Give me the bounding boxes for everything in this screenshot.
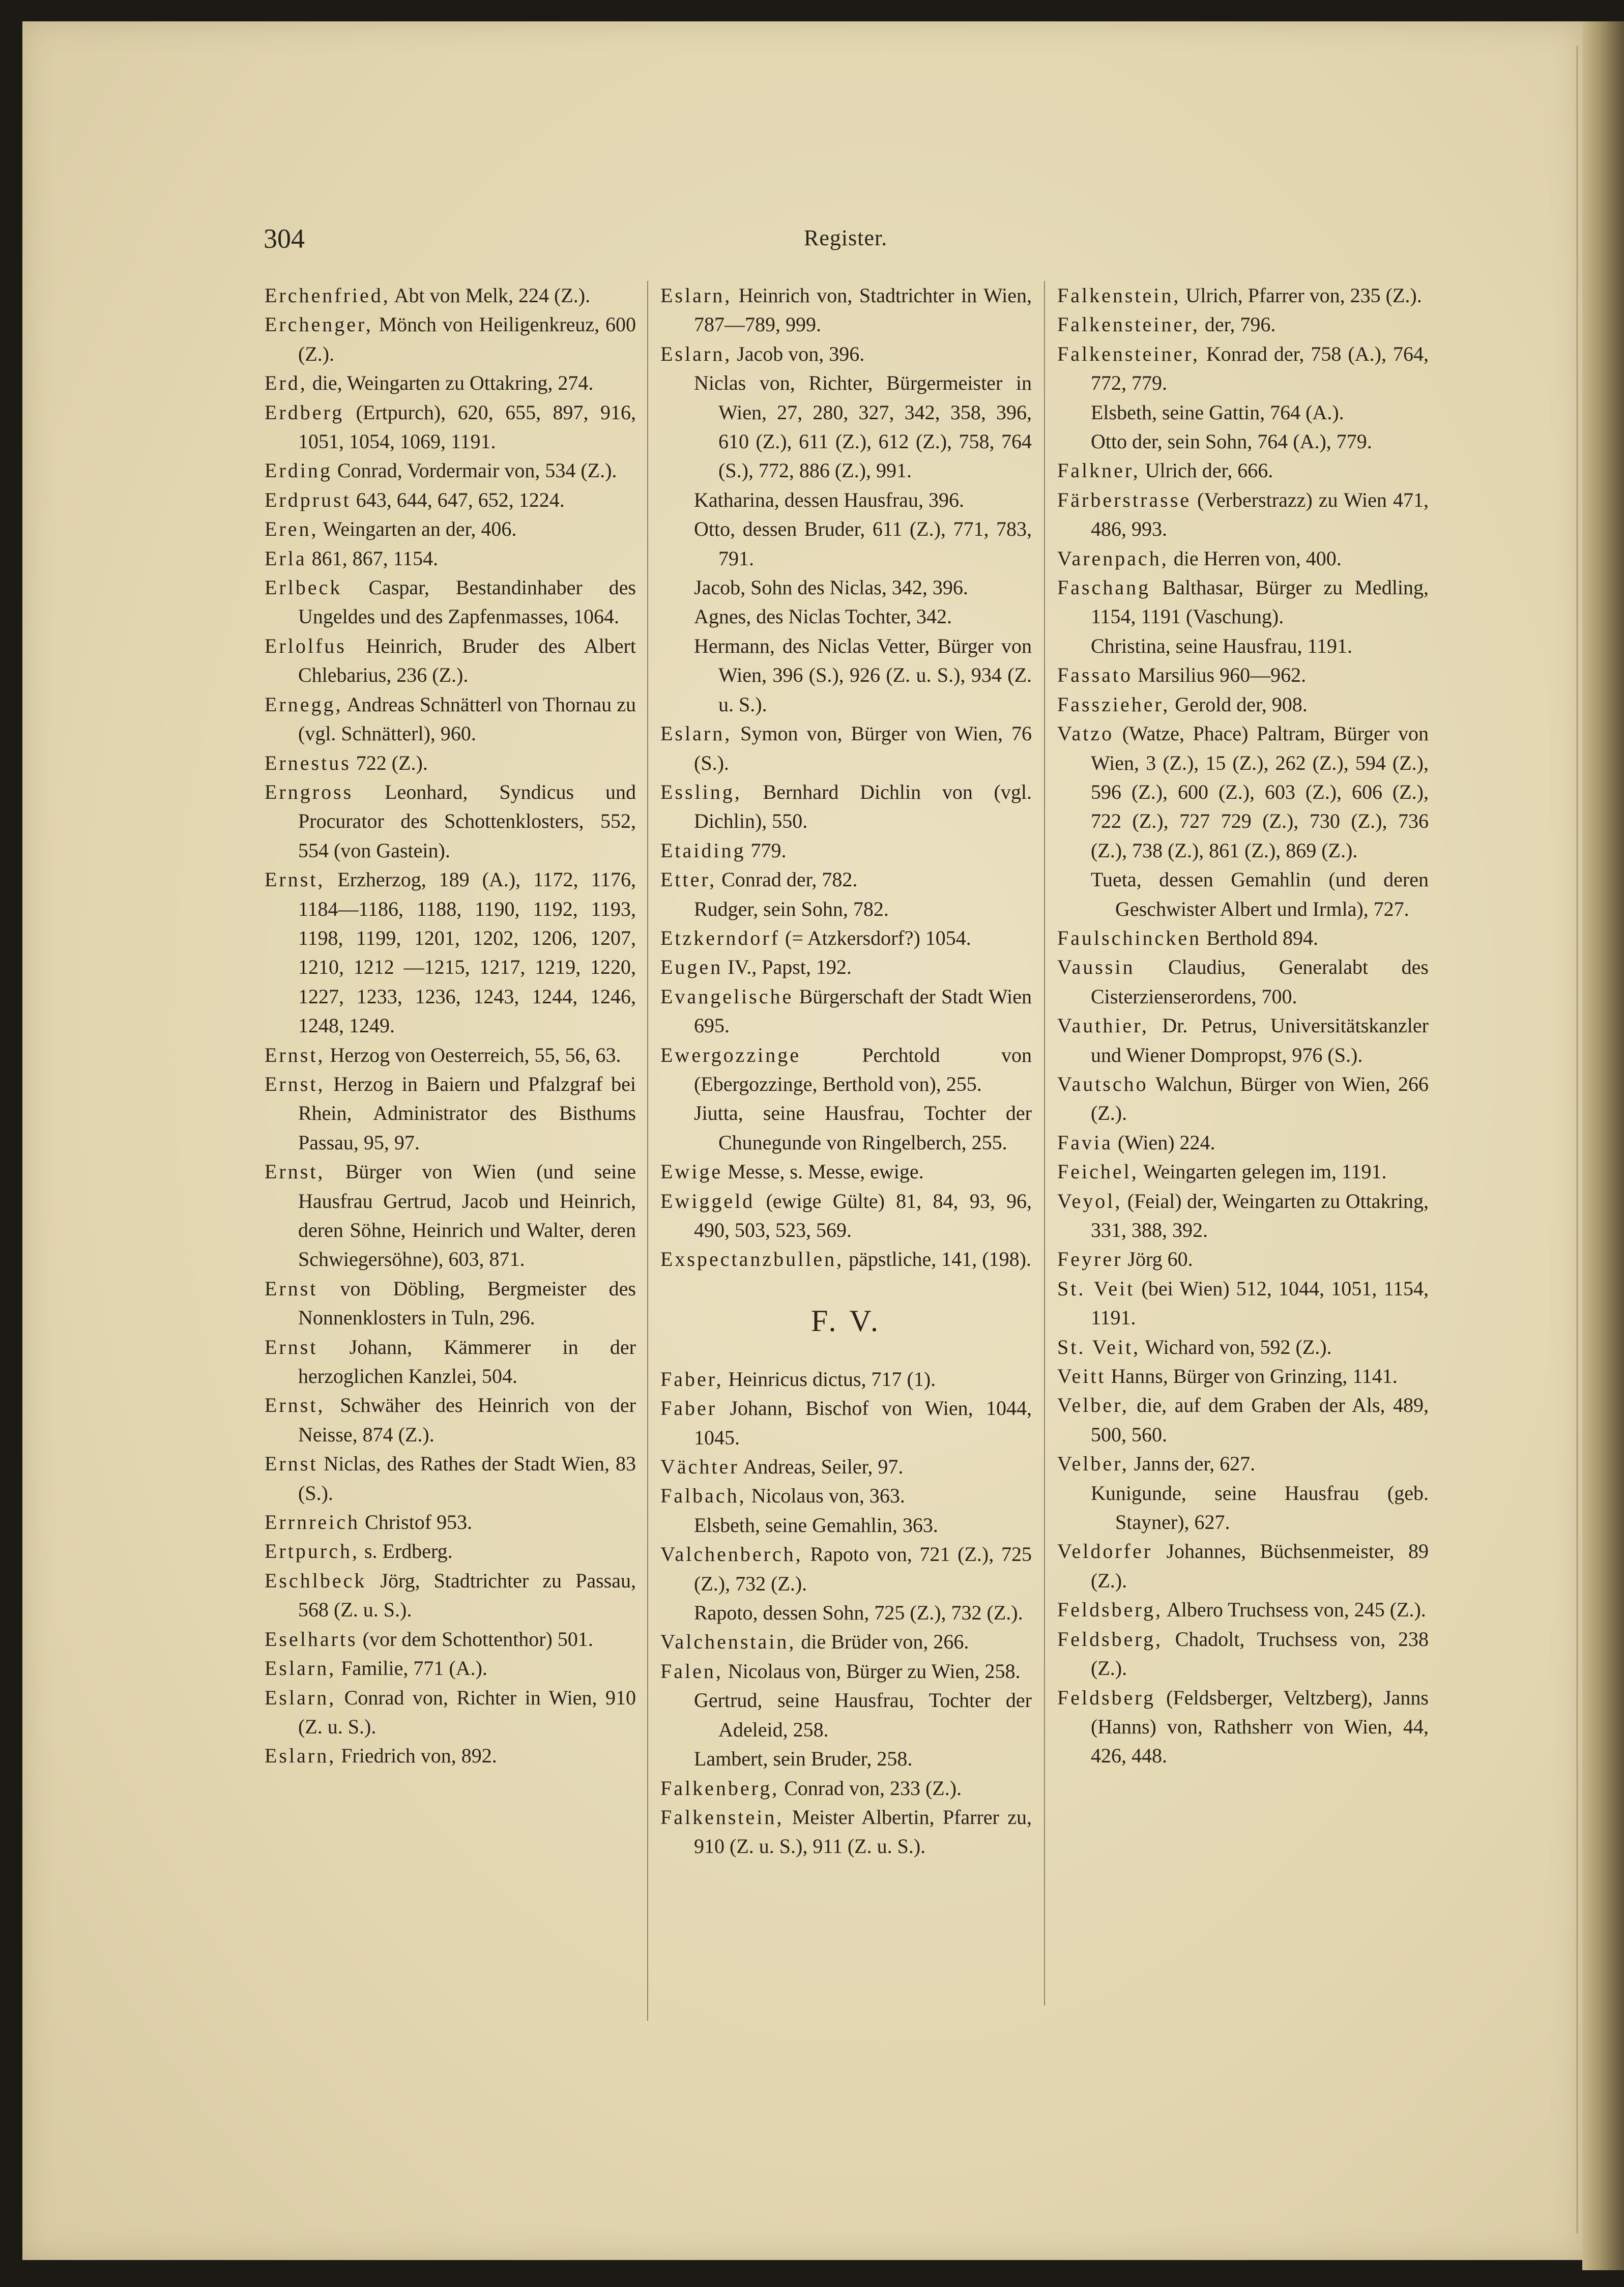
entry-text: Janns der, 627.: [1128, 1452, 1256, 1475]
entry-headword: Vatzo: [1057, 722, 1114, 745]
index-entry: [1057, 456, 1429, 485]
entry-text: Messe, s. Messe, ewige.: [722, 1160, 924, 1183]
entry-headword: Eren,: [265, 517, 318, 541]
entry-text: (Verberstrazz) zu Wien 471, 486, 993.: [1091, 488, 1429, 541]
index-subentry: [1057, 1479, 1429, 1537]
entry-headword: Falkenstein,: [1057, 284, 1181, 307]
index-entry: [265, 1625, 636, 1654]
entry-headword: Valchenberch,: [660, 1543, 803, 1566]
entry-text: Leonhard, Syndicus und Procurator des Schottenklosters, 552, 554 (von Gastein).: [298, 780, 636, 862]
entry-headword: Vauthier,: [1057, 1014, 1149, 1037]
index-entry: [660, 923, 1032, 952]
entry-headword: Ernst,: [265, 1160, 325, 1183]
entry-headword: Valchenstain,: [660, 1630, 796, 1654]
index-entry: [265, 1508, 636, 1537]
index-entry: [265, 281, 636, 310]
entry-text: Christina, seine Hausfrau, 1191.: [1091, 634, 1352, 657]
entry-text: die, Weingarten zu Ottakring, 274.: [307, 371, 594, 395]
index-entry: [660, 865, 1032, 894]
index-entry: [265, 1069, 636, 1157]
entry-headword: Eslarn,: [265, 1744, 336, 1768]
entry-text: Heinrich von, Stadtrichter in Wien, 787—789, 999.: [694, 284, 1032, 336]
entry-headword: Erd,: [265, 371, 307, 395]
entry-headword: Etzkerndorf: [660, 926, 780, 949]
index-entry: [660, 1540, 1032, 1598]
entry-headword: Feldsberg,: [1057, 1598, 1163, 1622]
entry-headword: Faulschincken: [1057, 926, 1202, 949]
entry-headword: Erla: [265, 546, 307, 570]
index-subentry: [660, 514, 1032, 573]
index-subentry: [660, 1098, 1032, 1157]
page-edge: [1576, 46, 1578, 2234]
index-entry: [660, 1186, 1032, 1245]
entry-headword: Faber: [660, 1397, 717, 1420]
entry-text: Nicolaus von, 363.: [746, 1484, 905, 1508]
entry-text: Lambert, sein Bruder, 258.: [694, 1747, 913, 1771]
index-entry: [1057, 1128, 1429, 1157]
page-number: 304: [264, 223, 305, 254]
index-entry: [1057, 1537, 1429, 1595]
entry-headword: Ernegg,: [265, 692, 343, 716]
entry-text: s. Erdberg.: [359, 1540, 453, 1563]
entry-text: Kunigunde, seine Hausfrau (geb. Stayner), 627.: [1091, 1481, 1429, 1534]
entry-text: Elsbeth, seine Gattin, 764 (A.).: [1091, 400, 1344, 424]
entry-text: Ulrich, Pfarrer von, 235 (Z.).: [1180, 284, 1422, 307]
index-entry: [1057, 339, 1429, 398]
index-entry: [265, 1654, 636, 1683]
entry-headword: Evangelische: [660, 985, 794, 1008]
entry-text: Marsilius 960—962.: [1133, 663, 1307, 687]
entry-text: Otto, dessen Bruder, 611 (Z.), 771, 783, 791.: [694, 517, 1032, 570]
entry-headword: Etter,: [660, 868, 717, 891]
index-subentry: [660, 368, 1032, 485]
index-entry: [265, 1683, 636, 1742]
entry-headword: Essling,: [660, 780, 742, 803]
index-subentry: [1057, 865, 1429, 923]
index-entry: [265, 514, 636, 543]
index-entry: [1057, 719, 1429, 865]
entry-text: Niclas von, Richter, Bürgermeister in Wien, 27, 280, 327, 342, 358, 396, 610 (Z.), 611 (Z.), 612 (Z.), 758, 764 (S.), 772, 886 (Z.), 991.: [694, 371, 1032, 482]
entry-headword: Veldorfer: [1057, 1540, 1153, 1563]
entry-text: Niclas, des Rathes der Stadt Wien, 83 (S.).: [298, 1452, 636, 1504]
index-entry: [660, 1774, 1032, 1803]
index-entry: [1057, 660, 1429, 689]
entry-headword: Ernestus: [265, 751, 351, 774]
entry-text: Conrad, Vordermair von, 534 (Z.).: [332, 459, 617, 482]
entry-headword: Falkensteiner,: [1057, 313, 1200, 336]
index-entry: [1057, 1274, 1429, 1333]
column-rule: [1044, 281, 1045, 2006]
index-entry: [1057, 1595, 1429, 1624]
entry-text: Balthasar, Bürger zu Medling, 1154, 1191 (Vaschung).: [1091, 576, 1429, 628]
entry-text: Nicolaus von, Bürger zu Wien, 258.: [722, 1659, 1021, 1683]
entry-text: 779.: [745, 838, 787, 862]
index-subentry: [660, 573, 1032, 602]
index-entry: [1057, 1244, 1429, 1273]
entry-headword: Velber,: [1057, 1394, 1129, 1417]
entry-headword: Erchenfried,: [265, 284, 390, 307]
index-entry: [265, 368, 636, 397]
index-column-2: [660, 281, 1032, 1861]
entry-headword: Erdprust: [265, 488, 351, 511]
entry-headword: Exspectanzbullen,: [660, 1248, 844, 1271]
entry-text: Heinrich, Bruder des Albert Chlebarius, 236 (Z.).: [298, 634, 636, 687]
index-entry: [660, 719, 1032, 777]
entry-text: Johann, Kämmerer in der herzoglichen Kanzlei, 504.: [298, 1335, 636, 1388]
index-entry: [1057, 1333, 1429, 1362]
entry-text: Jacob von, 396.: [732, 342, 865, 365]
entry-headword: Ernst,: [265, 1072, 325, 1095]
entry-text: Meister Albertin, Pfarrer zu, 910 (Z. u. S.), 911 (Z. u. S.).: [694, 1805, 1032, 1858]
entry-headword: Erchenger,: [265, 313, 373, 336]
entry-headword: St. Veit,: [1057, 1335, 1141, 1358]
entry-text: Familie, 771 (A.).: [336, 1657, 487, 1680]
book-spine: [1582, 21, 1624, 2270]
entry-headword: Ernst: [265, 1452, 318, 1475]
entry-text: Rapoto von, 721 (Z.), 725 (Z.), 732 (Z.).: [694, 1543, 1032, 1595]
entry-headword: Etaiding: [660, 838, 746, 862]
entry-text: von Döbling, Bergmeister des Nonnenklosters in Tuln, 296.: [298, 1277, 636, 1329]
entry-headword: Ernst: [265, 1335, 318, 1358]
index-entry: [1057, 1011, 1429, 1069]
entry-text: (Feial) der, Weingarten zu Ottakring, 331, 388, 392.: [1091, 1189, 1429, 1241]
entry-text: die Herren von, 400.: [1168, 546, 1342, 570]
running-head: [0, 223, 1624, 253]
entry-text: Friedrich von, 892.: [336, 1744, 497, 1768]
index-subentry: [660, 1686, 1032, 1744]
entry-headword: Feyrer: [1057, 1248, 1123, 1271]
index-entry: [660, 1627, 1032, 1656]
entry-headword: Färberstrasse: [1057, 488, 1192, 511]
entry-text: Chadolt, Truchsess von, 238 (Z.).: [1091, 1627, 1429, 1680]
entry-headword: Veitt: [1057, 1365, 1106, 1388]
entry-text: Berthold 894.: [1201, 926, 1319, 949]
entry-headword: Falkensteiner,: [1057, 342, 1200, 365]
entry-headword: Erding: [265, 459, 332, 482]
index-entry: [1057, 923, 1429, 952]
index-entry: [660, 1803, 1032, 1861]
entry-text: Claudius, Generalabt des Cisterzienserordens, 700.: [1091, 956, 1429, 1008]
index-entry: [265, 1157, 636, 1274]
index-entry: [660, 1481, 1032, 1510]
index-entry: [265, 310, 636, 368]
entry-text: Gertrud, seine Hausfrau, Tochter der Adeleid, 258.: [694, 1689, 1032, 1741]
index-entry: [660, 1394, 1032, 1452]
entry-headword: Feldsberg: [1057, 1686, 1156, 1709]
index-entry: [660, 1244, 1032, 1273]
entry-headword: Eslarn,: [660, 342, 732, 365]
entry-text: Gerold der, 908.: [1170, 692, 1308, 716]
index-entry: [1057, 1625, 1429, 1683]
index-entry: [265, 631, 636, 690]
index-entry: [660, 982, 1032, 1040]
entry-headword: Errnreich: [265, 1511, 360, 1534]
index-subentry: [660, 602, 1032, 631]
entry-headword: Vaussin: [1057, 956, 1135, 979]
entry-headword: Erdberg: [265, 400, 344, 424]
entry-headword: Vächter: [660, 1455, 739, 1479]
index-subentry: [660, 631, 1032, 719]
index-entry: [660, 281, 1032, 339]
entry-text: Johann, Bischof von Wien, 1044, 1045.: [694, 1397, 1032, 1449]
entry-headword: Vautscho: [1057, 1072, 1148, 1095]
entry-text: die Brüder von, 266.: [796, 1630, 969, 1654]
index-entry: [1057, 485, 1429, 544]
entry-text: Schwäher des Heinrich von der Neisse, 874 (Z.).: [298, 1394, 636, 1446]
entry-text: Weingarten gelegen im, 1191.: [1138, 1160, 1387, 1183]
entry-text: Walchun, Bürger von Wien, 266 (Z.).: [1091, 1072, 1429, 1125]
entry-text: (Wien) 224.: [1112, 1131, 1215, 1154]
index-column-1: [265, 281, 636, 1771]
entry-headword: Favia: [1057, 1131, 1113, 1154]
entry-text: IV., Papst, 192.: [722, 956, 852, 979]
entry-headword: Erlolfus: [265, 634, 346, 657]
entry-headword: Fassato: [1057, 663, 1133, 687]
entry-headword: Falkenstein,: [660, 1805, 784, 1829]
entry-headword: Varenpach,: [1057, 546, 1169, 570]
entry-text: Andreas Schnätterl von Thornau zu (vgl. Schnätterl), 960.: [298, 692, 636, 745]
index-entry: [1057, 1362, 1429, 1391]
index-entry: [265, 1566, 636, 1625]
index-entry: [660, 1157, 1032, 1186]
entry-text: (= Atzkersdorf?) 1054.: [780, 926, 971, 949]
index-subentry: [1057, 427, 1429, 456]
index-entry: [265, 777, 636, 865]
index-entry: [660, 1657, 1032, 1686]
entry-headword: Feldsberg,: [1057, 1627, 1163, 1651]
entry-headword: Erlbeck: [265, 576, 342, 599]
index-entry: [660, 339, 1032, 368]
column-rule: [647, 281, 648, 2021]
entry-text: Rudger, sein Sohn, 782.: [694, 897, 889, 920]
index-subentry: [660, 1744, 1032, 1773]
entry-headword: Eslarn,: [660, 722, 732, 745]
entry-text: Mönch von Heiligenkreuz, 600 (Z.).: [298, 313, 636, 365]
index-subentry: [660, 894, 1032, 923]
entry-text: päpstliche, 141, (198).: [844, 1248, 1031, 1271]
entry-text: Perchtold von (Ebergozzinge, Berthold von), 255.: [694, 1043, 1032, 1095]
index-entry: [265, 456, 636, 485]
entry-text: (Feldsberger, Veltzberg), Janns (Hanns) von, Rathsherr von Wien, 44, 426, 448.: [1091, 1686, 1429, 1768]
index-subentry: [1057, 631, 1429, 660]
index-entry: [265, 748, 636, 777]
entry-text: Albero Truchsess von, 245 (Z.).: [1163, 1598, 1426, 1622]
entry-headword: Velber,: [1057, 1452, 1129, 1475]
entry-text: Abt von Melk, 224 (Z.).: [390, 284, 591, 307]
section-heading: F. V.: [810, 1304, 882, 1338]
index-entry: [1057, 544, 1429, 573]
index-subentry: [660, 1598, 1032, 1627]
entry-text: der, 796.: [1199, 313, 1276, 336]
entry-headword: Feichel,: [1057, 1160, 1139, 1183]
entry-text: (Watze, Phace) Paltram, Bürger von Wien, 3 (Z.), 15 (Z.), 262 (Z.), 594 (Z.), 596 (Z.), 600 (Z.), 603 (Z.), 606 (Z.), 722 (Z.), 727 729 (Z.), 730 (Z.), 736 (Z.), 738 (Z.), 861 (Z.), 869 (Z.).: [1091, 722, 1429, 862]
entry-text: 861, 867, 1154.: [306, 546, 439, 570]
index-entry: [1057, 310, 1429, 339]
index-column-3: [1057, 281, 1429, 1771]
entry-headword: Eslarn,: [265, 1657, 336, 1680]
index-entry: [265, 690, 636, 748]
entry-headword: Eugen: [660, 956, 723, 979]
entry-text: die, auf dem Graben der Als, 489, 500, 560.: [1091, 1394, 1429, 1446]
index-entry: [265, 1274, 636, 1333]
entry-text: Bürger von Wien (und seine Hausfrau Gertrud, Jacob und Heinrich, deren Söhne, Heinrich und Walter, deren Schwiegersöhne), 603, 871.: [298, 1160, 636, 1271]
index-entry: [265, 485, 636, 514]
index-entry: [1057, 1157, 1429, 1186]
entry-text: Symon von, Bürger von Wien, 76 (S.).: [694, 722, 1032, 774]
entry-headword: Ernst,: [265, 1394, 325, 1417]
entry-headword: Erngross: [265, 780, 354, 803]
index-entry: [265, 865, 636, 1040]
entry-text: Heinricus dictus, 717 (1).: [723, 1367, 936, 1391]
index-entry: [1057, 281, 1429, 310]
entry-text: (vor dem Schottenthor) 501.: [357, 1627, 593, 1651]
entry-headword: Faber,: [660, 1367, 723, 1391]
index-entry: [265, 1391, 636, 1449]
entry-headword: Ernst,: [265, 868, 325, 891]
entry-headword: Falkner,: [1057, 459, 1140, 482]
entry-headword: Ernst: [265, 1277, 318, 1300]
entry-headword: Eselharts: [265, 1627, 358, 1651]
index-entry: [1057, 1391, 1429, 1449]
entry-text: (ewige Gülte) 81, 84, 93, 96, 490, 503, 523, 569.: [694, 1189, 1032, 1241]
index-entry: [1057, 1449, 1429, 1478]
index-entry: [660, 836, 1032, 865]
entry-text: (bei Wien) 512, 1044, 1051, 1154, 1191.: [1091, 1277, 1429, 1329]
entry-text: Rapoto, dessen Sohn, 725 (Z.), 732 (Z.).: [694, 1601, 1023, 1625]
entry-headword: Eschlbeck: [265, 1569, 367, 1592]
entry-text: Bernhard Dichlin von (vgl. Dichlin), 550.: [694, 780, 1032, 833]
entry-text: Jörg, Stadtrichter zu Passau, 568 (Z. u. S.).: [298, 1569, 636, 1622]
entry-text: Wichard von, 592 (Z.).: [1140, 1335, 1332, 1358]
entry-text: Conrad von, 233 (Z.).: [779, 1776, 962, 1800]
entry-text: Agnes, des Niclas Tochter, 342.: [694, 605, 952, 628]
entry-text: Herzog von Oesterreich, 55, 56, 63.: [325, 1043, 621, 1066]
entry-text: (Ertpurch), 620, 655, 897, 916, 1051, 1054, 1069, 1191.: [298, 400, 636, 453]
index-subentry: [660, 1511, 1032, 1540]
index-entry: [265, 544, 636, 573]
index-entry: [1057, 952, 1429, 1011]
entry-text: Conrad der, 782.: [716, 868, 858, 891]
index-subentry: [660, 485, 1032, 514]
index-entry: [660, 1040, 1032, 1099]
entry-text: 643, 644, 647, 652, 1224.: [351, 488, 565, 511]
entry-text: Hanns, Bürger von Grinzing, 1141.: [1106, 1365, 1398, 1388]
entry-text: Konrad der, 758 (A.), 764, 772, 779.: [1091, 342, 1429, 395]
entry-headword: Eslarn,: [265, 1686, 336, 1709]
index-subentry: [1057, 398, 1429, 427]
index-entry: [660, 777, 1032, 836]
entry-headword: St. Veit: [1057, 1277, 1135, 1300]
entry-text: Caspar, Bestandinhaber des Ungeldes und des Zapfenmasses, 1064.: [298, 576, 636, 628]
entry-headword: Ertpurch,: [265, 1540, 359, 1563]
entry-headword: Falbach,: [660, 1484, 746, 1508]
index-entry: [265, 398, 636, 456]
entry-headword: Falen,: [660, 1659, 723, 1683]
index-entry: [265, 1449, 636, 1508]
index-entry: [1057, 690, 1429, 719]
index-entry: [265, 573, 636, 631]
entry-text: Johannes, Büchsenmeister, 89 (Z.).: [1091, 1540, 1429, 1592]
entry-headword: Ewige: [660, 1160, 723, 1183]
entry-text: 722 (Z.).: [351, 751, 428, 774]
entry-headword: Falkenberg,: [660, 1776, 779, 1800]
index-entry: [1057, 1069, 1429, 1128]
index-entry: [1057, 573, 1429, 631]
entry-text: Andreas, Seiler, 97.: [739, 1455, 904, 1479]
entry-text: Otto der, sein Sohn, 764 (A.), 779.: [1091, 430, 1372, 453]
entry-text: Weingarten an der, 406.: [318, 517, 517, 541]
entry-headword: Ewergozzinge: [660, 1043, 801, 1066]
index-entry: [265, 1741, 636, 1770]
entry-headword: Ernst,: [265, 1043, 325, 1066]
entry-text: Elsbeth, seine Gemahlin, 363.: [694, 1513, 938, 1537]
entry-text: Jiutta, seine Hausfrau, Tochter der Chunegunde von Ringelberch, 255.: [694, 1102, 1032, 1154]
index-entry: [660, 1365, 1032, 1394]
entry-headword: Eslarn,: [660, 284, 732, 307]
index-entry: [265, 1040, 636, 1069]
entry-text: Christof 953.: [360, 1511, 473, 1534]
entry-headword: Ewiggeld: [660, 1189, 755, 1212]
entry-text: Jörg 60.: [1122, 1248, 1193, 1271]
index-entry: [1057, 1683, 1429, 1771]
entry-text: Bürgerschaft der Stadt Wien 695.: [694, 985, 1032, 1037]
entry-text: Tueta, dessen Gemahlin (und deren Geschwister Albert und Irmla), 727.: [1091, 868, 1429, 920]
index-entry: [265, 1537, 636, 1566]
entry-headword: Veyol,: [1057, 1189, 1122, 1212]
entry-text: Jacob, Sohn des Niclas, 342, 396.: [694, 576, 968, 599]
index-entry: [265, 1333, 636, 1391]
entry-headword: Fasszieher,: [1057, 692, 1170, 716]
index-entry: [660, 952, 1032, 981]
entry-text: Erzherzog, 189 (A.), 1172, 1176, 1184—1186, 1188, 1190, 1192, 1193, 1198, 1199, 1201, 1202, 1206, 1207, 1210, 1212 —1215, 1217, 1219, 1220, 1227, 1233, 1236, 1243, 1244, 1246, 1248, 1249.: [298, 868, 636, 1037]
entry-text: Ulrich der, 666.: [1140, 459, 1273, 482]
entry-text: Conrad von, Richter in Wien, 910 (Z. u. S.).: [298, 1686, 636, 1738]
index-entry: [660, 1452, 1032, 1481]
entry-text: Hermann, des Niclas Vetter, Bürger von Wien, 396 (S.), 926 (Z. u. S.), 934 (Z. u. S.).: [694, 634, 1032, 716]
entry-text: Katharina, dessen Hausfrau, 396.: [694, 488, 964, 511]
entry-text: Dr. Petrus, Universitätskanzler und Wiener Dompropst, 976 (S.).: [1091, 1014, 1429, 1066]
index-entry: [1057, 1186, 1429, 1245]
entry-headword: Faschang: [1057, 576, 1151, 599]
entry-text: Herzog in Baiern und Pfalzgraf bei Rhein, Administrator des Bisthums Passau, 95, 97.: [298, 1072, 636, 1154]
page-title: Register.: [804, 225, 888, 250]
